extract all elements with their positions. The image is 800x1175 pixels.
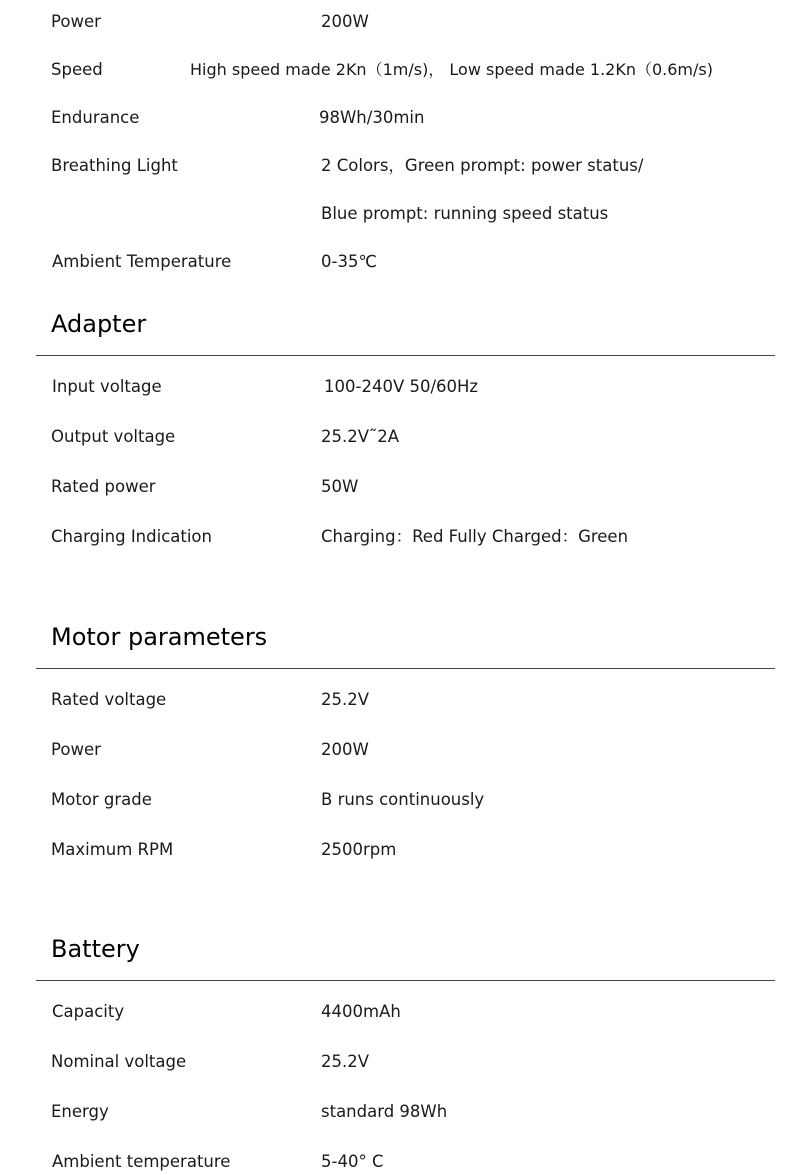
motor-value-power: 200W bbox=[321, 740, 369, 759]
spec-value-power: 200W bbox=[321, 12, 369, 31]
battery-value-capacity: 4400mAh bbox=[321, 1002, 401, 1021]
spec-label-speed: Speed bbox=[51, 60, 103, 79]
motor-value-maximum-rpm: 2500rpm bbox=[321, 840, 397, 859]
spec-value-endurance: 98Wh/30min bbox=[319, 108, 425, 127]
adapter-label-charging-indication: Charging Indication bbox=[51, 527, 212, 546]
battery-label-energy: Energy bbox=[51, 1102, 109, 1121]
spec-label-breathing-light: Breathing Light bbox=[51, 156, 178, 175]
section-title-motor-parameters: Motor parameters bbox=[51, 623, 268, 651]
section-divider-motor-parameters bbox=[36, 668, 775, 669]
section-divider-battery bbox=[36, 980, 775, 981]
battery-value-nominal-voltage: 25.2V bbox=[321, 1052, 370, 1071]
battery-value-ambient-temperature: 5-40° C bbox=[321, 1152, 384, 1171]
adapter-value-charging-indication: Charging：Red Fully Charged：Green bbox=[321, 527, 629, 546]
motor-label-motor-grade: Motor grade bbox=[51, 790, 152, 809]
spec-label-endurance: Endurance bbox=[51, 108, 140, 127]
adapter-label-rated-power: Rated power bbox=[51, 477, 156, 496]
battery-value-energy: standard 98Wh bbox=[321, 1102, 448, 1121]
battery-label-nominal-voltage: Nominal voltage bbox=[51, 1052, 187, 1071]
adapter-value-input-voltage: 100-240V 50/60Hz bbox=[324, 377, 479, 396]
motor-label-power: Power bbox=[51, 740, 101, 759]
motor-label-maximum-rpm: Maximum RPM bbox=[51, 840, 174, 859]
section-title-battery: Battery bbox=[51, 935, 140, 963]
section-divider-adapter bbox=[36, 355, 775, 356]
adapter-value-output-voltage: 25.2V˜2A bbox=[321, 427, 400, 446]
spec-value-speed: High speed made 2Kn（1m/s)， Low speed made 1.2Kn（0.6m/s) bbox=[190, 60, 713, 79]
motor-label-rated-voltage: Rated voltage bbox=[51, 690, 167, 709]
spec-value-breathing-light: 2 Colors，Green prompt: power status/ bbox=[321, 156, 644, 175]
motor-value-rated-voltage: 25.2V bbox=[321, 690, 370, 709]
motor-value-motor-grade: B runs continuously bbox=[321, 790, 485, 809]
spec-value-breathing-light-continued: Blue prompt: running speed status bbox=[321, 204, 609, 223]
battery-label-ambient-temperature: Ambient temperature bbox=[52, 1152, 231, 1171]
adapter-value-rated-power: 50W bbox=[321, 477, 359, 496]
spec-label-ambient-temperature: Ambient Temperature bbox=[52, 252, 232, 271]
spec-label-power: Power bbox=[51, 12, 101, 31]
adapter-label-input-voltage: Input voltage bbox=[52, 377, 162, 396]
spec-value-ambient-temperature: 0-35℃ bbox=[321, 252, 377, 271]
adapter-label-output-voltage: Output voltage bbox=[51, 427, 176, 446]
section-title-adapter: Adapter bbox=[51, 310, 147, 338]
battery-label-capacity: Capacity bbox=[52, 1002, 125, 1021]
